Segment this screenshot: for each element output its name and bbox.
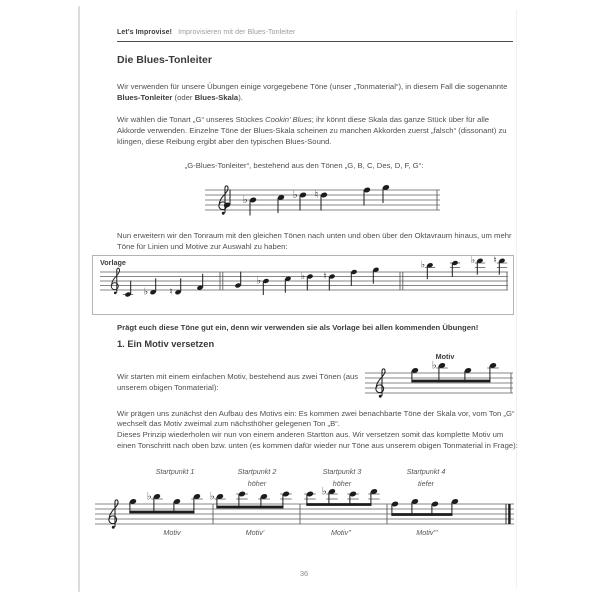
svg-text:♭: ♭ [242, 193, 248, 206]
vorlage-label: Vorlage [100, 258, 126, 267]
reminder-note: Prägt euch diese Töne gut ein, denn wir verwenden sie als Vorlage bei allen kommenden Übungen! [117, 322, 479, 332]
paragraph-tonraum: Nun erweitern wir den Tonraum mit den gleichen Tönen nach unten und oben über den Oktavraum hinaus, um mehr Töne für Linien und Motive zur Auswahl zu haben: [117, 230, 512, 251]
paragraph-motiv-aufbau-a: Wir prägen uns zunächst den Aufbau des Motivs ein: Es kommen zwei benachbarte Töne der Skala vor, vom Ton „G“ wechselt das Motiv zweimal zum nächsthöher gelegenen Ton „B“. [117, 408, 515, 429]
paragraph-tonart [117, 115, 515, 148]
motiv-title-label: Motiv [435, 352, 455, 361]
page-header [117, 29, 295, 36]
staff-blues-scale [205, 162, 440, 234]
motiv-label-1: Motiv [163, 528, 181, 537]
svg-text:♮: ♮ [493, 255, 497, 267]
motiv-label-2: Motiv’ [245, 528, 265, 537]
scale-caption: „G-Blues-Tonleiter“, bestehend aus den Tönen „G, B, C, Des, D, F, G“: [184, 161, 424, 170]
svg-text:♭: ♭ [431, 359, 437, 372]
paragraph-motiv-aufbau [117, 409, 521, 452]
svg-text:♭: ♭ [470, 255, 476, 267]
startpunkt-4-direction: tiefer [418, 478, 434, 488]
motiv-label-4: Motiv’’’ [416, 528, 438, 537]
paragraph-tonart-text: ; ihr könnt diese Skala das ganze Stück über für alle Akkorde verwenden. Einzelne Töne der Blues-Skala scheinen zu manchen Akkorden zuerst „falsch“ (dissonant) zu klingen, diese Reibung ergibt aber den typischen Blues-Sound. [117, 114, 507, 146]
motiv-label-3: Motiv’’ [330, 528, 352, 537]
header-series-title: Let’s Improvise! [117, 29, 173, 36]
svg-text:♭: ♭ [209, 490, 215, 503]
paragraph-intro-text: (oder [172, 92, 195, 102]
staff-motiv [365, 345, 513, 417]
page-edge-shadow-left [78, 6, 80, 592]
svg-text:♮: ♮ [323, 270, 327, 282]
svg-text:♭: ♭ [321, 485, 327, 498]
term-blues-skala: Blues-Skala [194, 92, 239, 102]
svg-text:♭: ♭ [146, 490, 152, 503]
page-edge-shadow-right [516, 10, 517, 588]
svg-text:♭: ♭ [420, 259, 426, 271]
svg-text:♭: ♭ [292, 188, 298, 201]
paragraph-motiv-intro: Wir starten mit einem einfachen Motiv, bestehend aus zwei Tönen (aus unserem obigen Tonmaterial): [117, 371, 359, 392]
startpunkt-4-title: Startpunkt 4 [406, 467, 446, 476]
svg-text:♭: ♭ [256, 275, 262, 287]
page-number: 36 [299, 569, 309, 578]
song-title-cookin-blues: Cookin’ Blues [265, 114, 312, 124]
svg-text:♮: ♮ [169, 286, 173, 298]
term-blues-tonleiter: Blues-Tonleiter [117, 92, 173, 102]
paragraph-tonart-text: Wir wählen die Tonart „G“ unseres Stückes [117, 114, 266, 124]
svg-text:♮: ♮ [314, 188, 319, 201]
svg-text:♭: ♭ [300, 270, 306, 282]
section-heading-motiv-versetzen: 1. Ein Motiv versetzen [117, 339, 215, 349]
startpunkt-3-direction: höher [332, 478, 352, 488]
paragraph-motiv-aufbau-b: Dieses Prinzip wiederholen wir nun von einem anderen Startton aus. Wir versetzen somit das komplette Motiv um einen Tonschritt nach oben bzw. unten (es kommen dafür wieder nur Töne aus unserem obigen Tonmaterial in Frage): [117, 430, 518, 450]
paragraph-intro-text: ). [238, 92, 243, 102]
svg-text:♭: ♭ [143, 286, 149, 298]
paragraph-intro [117, 82, 511, 104]
header-rule [117, 41, 513, 42]
staff-vorlage [100, 244, 508, 316]
startpunkt-2-title: Startpunkt 2 [237, 467, 277, 476]
startpunkt-3-title: Startpunkt 3 [322, 467, 362, 476]
paragraph-intro-text: Wir verwenden für unsere Übungen einige vorgegebene Töne (unser „Tonmaterial“), in diesem Fall die sogenannte [117, 81, 508, 91]
header-chapter-title: Improvisieren mit der Blues-Tonleiter [178, 29, 296, 36]
staff-motiv-transpositionen [95, 476, 514, 548]
startpunkt-2-direction: höher [247, 478, 267, 488]
section-heading-blues-tonleiter: Die Blues-Tonleiter [117, 54, 212, 66]
startpunkt-1-title: Startpunkt 1 [155, 467, 195, 476]
